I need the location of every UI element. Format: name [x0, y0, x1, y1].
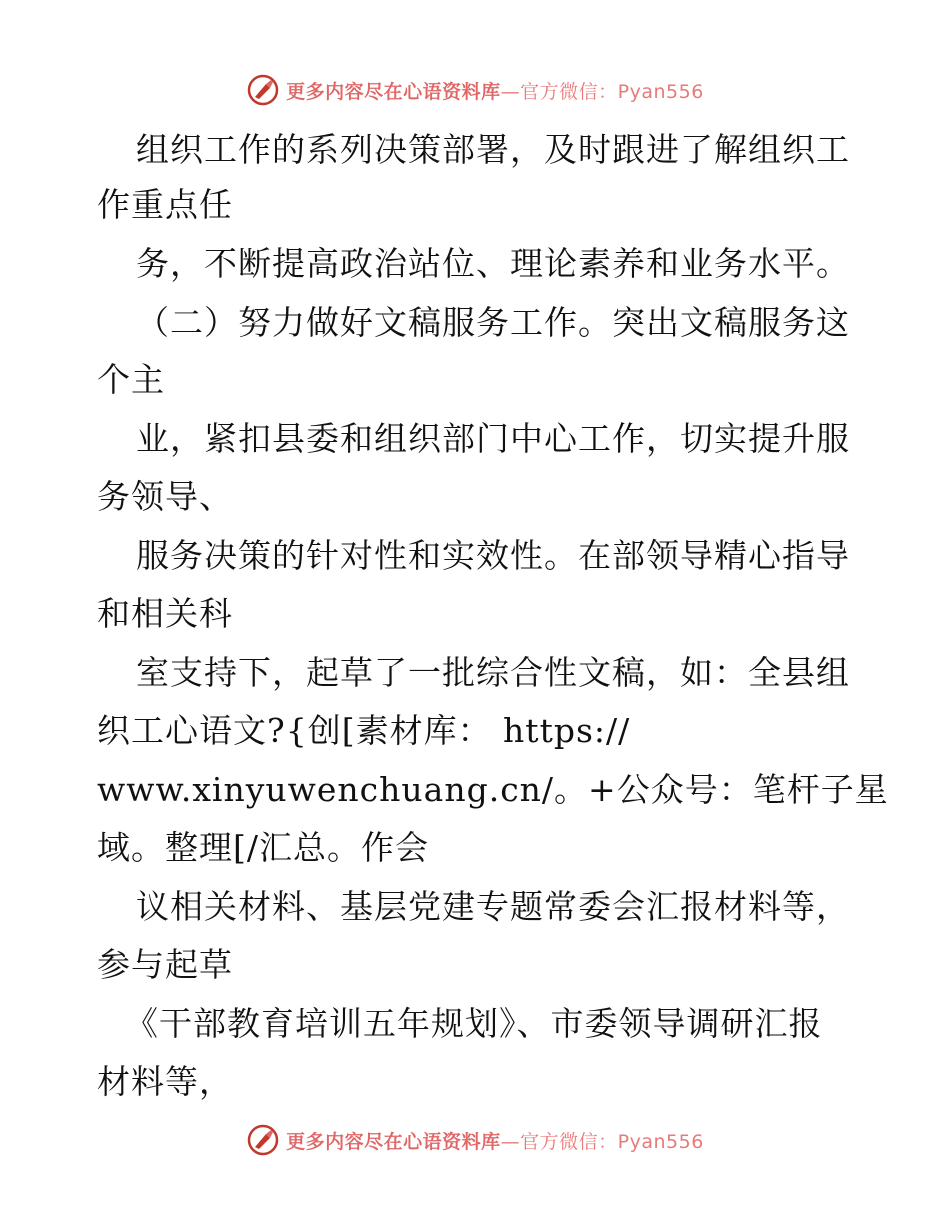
watermark-text [286, 77, 704, 104]
watermark-dash: — [500, 1130, 521, 1153]
watermark-brand: 更多内容尽在心语资料库 [286, 1130, 501, 1153]
body-line: 务领导、 [97, 477, 233, 516]
body-line: 业，紧扣县委和组织部门中心工作，切实提升服 [136, 419, 850, 458]
body-line: 务，不断提高政治站位、理论素养和业务水平。 [136, 244, 850, 283]
body-line: 服务决策的针对性和实效性。在部领导精心指导 [136, 536, 850, 575]
watermark-suffix: 官方微信：Pyan556 [520, 80, 704, 103]
body-line: 个主 [97, 360, 165, 399]
watermark-brand: 更多内容尽在心语资料库 [286, 80, 501, 103]
body-line: 域。整理[/汇总。作会 [97, 828, 429, 867]
body-line: 组织工作的系列决策部署，及时跟进了解组织工 [136, 130, 850, 169]
body-line: 议相关材料、基层党建专题常委会汇报材料等， [136, 887, 850, 926]
body-line: 《干部教育培训五年规划》、市委领导调研汇报 [125, 1004, 823, 1043]
body-line: 作重点任 [97, 185, 233, 224]
body-line: （二）努力做好文稿服务工作。突出文稿服务这 [136, 303, 850, 342]
body-line: 室支持下，起草了一批综合性文稿，如：全县组 [136, 653, 850, 692]
body-line: 材料等， [97, 1062, 233, 1101]
pen-nib-logo-icon [246, 73, 280, 107]
watermark-text [286, 1127, 704, 1154]
pen-nib-logo-icon [246, 1123, 280, 1157]
body-line: 参与起草 [97, 945, 233, 984]
watermark-dash: — [500, 80, 521, 103]
body-line: 和相关科 [97, 594, 233, 633]
header-watermark [0, 70, 950, 110]
watermark-suffix: 官方微信：Pyan556 [520, 1130, 704, 1153]
footer-watermark [0, 1120, 950, 1160]
body-line: www.xinyuwenchuang.cn/。+公众号：笔杆子星 [97, 770, 889, 809]
body-line: 织工心语文?{创[素材库： https:// [97, 711, 631, 750]
